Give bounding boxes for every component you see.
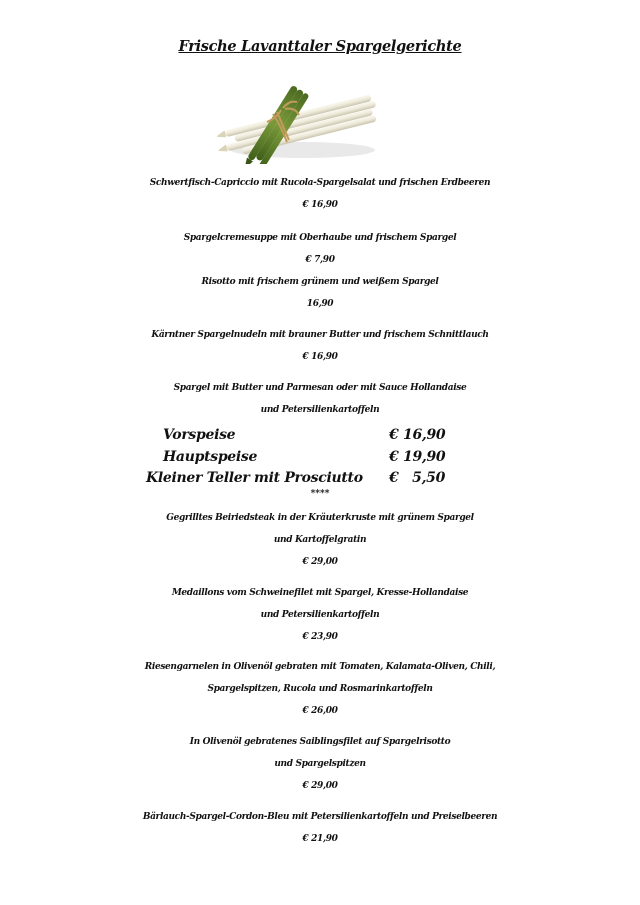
dish-price: € 29,00 (302, 781, 338, 791)
option-label: Kleiner Teller mit Prosciutto (146, 470, 363, 486)
dish-name: Risotto mit frischem grünem und weißem Spargel (201, 277, 439, 287)
dish-price: € 26,00 (302, 706, 338, 716)
dish-price: € 16,90 (302, 352, 338, 362)
dish-name: Kärntner Spargelnudeln mit brauner Butter und frischem Schnittlauch (151, 330, 489, 340)
dish-name-continued: und Kartoffelgratin (273, 535, 367, 545)
dish-name-continued: und Petersilienkartoffeln (260, 610, 380, 620)
dish-price: € 21,90 (302, 834, 338, 844)
menu-title: Frische Lavanttaler Spargelgerichte (178, 38, 462, 55)
dish-name: Spargelcremesuppe mit Oberhaube und frischem Spargel (183, 233, 457, 243)
option-label: Vorspeise (163, 427, 236, 443)
dish-price: € 29,00 (302, 557, 338, 567)
dish-name-continued: und Petersilienkartoffeln (260, 405, 380, 415)
dish-name: Spargel mit Butter und Parmesan oder mit Sauce Hollandaise (173, 383, 467, 393)
dish-name: Bärlauch-Spargel-Cordon-Bleu mit Petersilienkartoffeln und Preiselbeeren (142, 812, 498, 822)
option-label: Hauptspeise (163, 449, 258, 465)
dish-name: In Olivenöl gebratenes Saiblingsfilet auf Spargelrisotto (189, 737, 451, 747)
option-price: € 16,90 (389, 427, 446, 443)
option-price: € 5,50 (389, 470, 446, 486)
dish-price: € 7,90 (305, 255, 335, 265)
dish-name: Schwertfisch-Capriccio mit Rucola-Spargelsalat und frischen Erdbeeren (149, 178, 491, 188)
dish-name-continued: Spargelspitzen, Rucola und Rosmarinkartoffeln (207, 684, 433, 694)
separator: **** (310, 489, 330, 499)
dish-price: 16,90 (306, 299, 334, 309)
dish-name: Riesengarnelen in Olivenöl gebraten mit Tomaten, Kalamata-Oliven, Chili, (144, 662, 496, 672)
dish-price: € 23,90 (302, 632, 338, 642)
option-price: € 19,90 (389, 449, 446, 465)
dish-name: Medaillons vom Schweinefilet mit Spargel, Kresse-Hollandaise (171, 588, 469, 598)
asparagus-bundle-icon (215, 78, 385, 164)
dish-price: € 16,90 (302, 200, 338, 210)
dish-name-continued: und Spargelspitzen (274, 759, 366, 769)
dish-name: Gegrilltes Beiriedsteak in der Kräuterkruste mit grünem Spargel (166, 513, 474, 523)
